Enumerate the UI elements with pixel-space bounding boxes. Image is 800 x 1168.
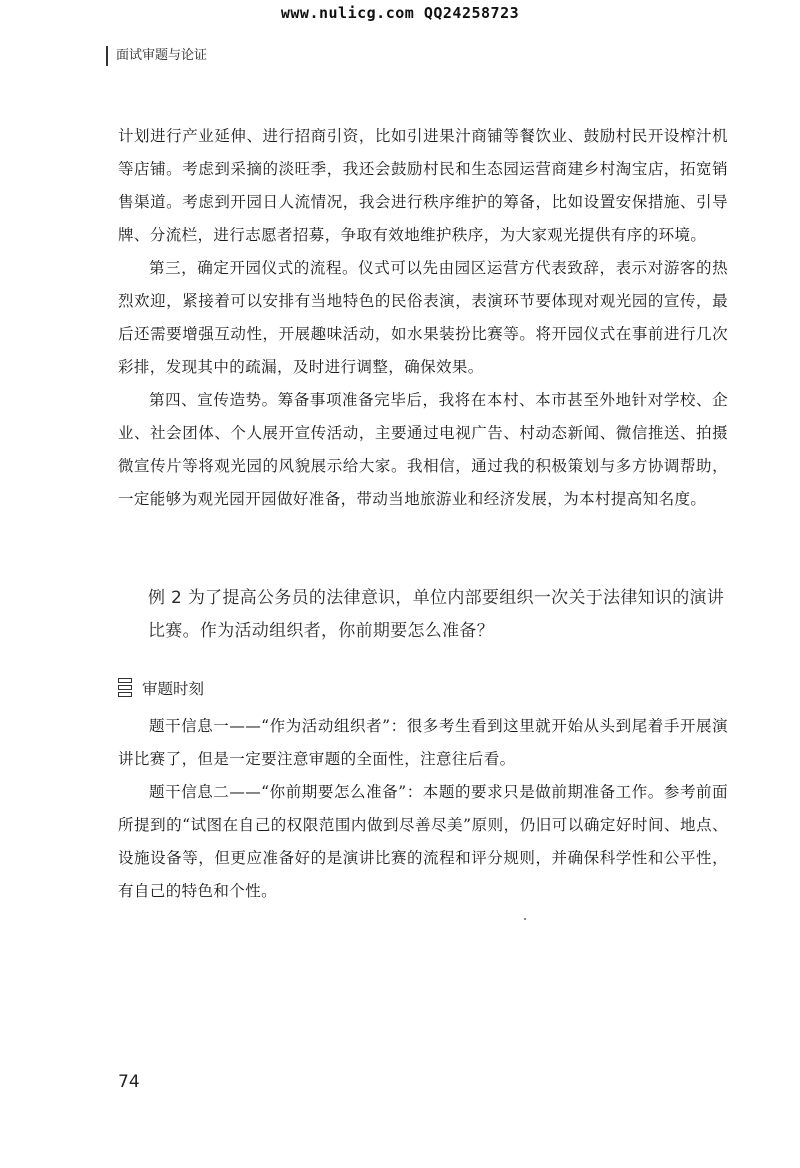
paragraph: 题干信息二——“你前期要怎么准备”：本题的要求只是做前期准备工作。参考前面所提到的“试图在自己的权限范围内做到尽善尽美”原则，仍旧可以确定好时间、地点、设施设备等，但更应准备好的是演讲比赛的流程和评分规则，并确保科学性和公平性，有自己的特色和个性。 <box>118 783 728 900</box>
page-number: 74 <box>118 1072 140 1092</box>
scan-speck <box>524 918 526 920</box>
body-text-block <box>118 120 728 516</box>
section-title: 审题时刻 <box>142 680 205 698</box>
paragraph: 题干信息一——“作为活动组织者”：很多考生看到这里就开始从头到尾着手开展演讲比赛了，但是一定要注意审题的全面性，注意往后看。 <box>118 717 728 768</box>
example-question: 例 2 为了提高公务员的法律意识，单位内部要组织一次关于法律知识的演讲比赛。作为活动组织者，你前期要怎么准备？ <box>148 588 725 641</box>
section-marker-icon <box>118 678 134 698</box>
watermark: www.nulicg.com QQ24258723 <box>280 4 520 22</box>
paragraph: 计划进行产业延伸、进行招商引资，比如引进果汁商铺等餐饮业、鼓励村民开设榨汁机等店铺。考虑到采摘的淡旺季，我还会鼓励村民和生态园运营商建乡村淘宝店，拓宽销售渠道。考虑到开园日人流情况，我会进行秩序维护的筹备，比如设置安保措施、引导牌、分流栏，进行志愿者招募，争取有效地维护秩序，为大家观光提供有序的环境。 <box>118 127 728 244</box>
analysis-text-block <box>118 710 728 908</box>
paragraph: 第四、宣传造势。筹备事项准备完毕后，我将在本村、本市甚至外地针对学校、企业、社会团体、个人展开宣传活动，主要通过电视广告、村动态新闻、微信推送、拍摄微宣传片等将观光园的风貌展示给大家。我相信，通过我的积极策划与多方协调帮助，一定能够为观光园开园做好准备，带动当地旅游业和经济发展，为本村提高知名度。 <box>118 391 728 508</box>
section-heading <box>118 676 204 700</box>
running-head: 面试审题与论证 <box>106 46 207 66</box>
paragraph: 第三，确定开园仪式的流程。仪式可以先由园区运营方代表致辞，表示对游客的热烈欢迎，紧接着可以安排有当地特色的民俗表演，表演环节要体现对观光园的宣传，最后还需要增强互动性，开展趣味活动，如水果装扮比赛等。将开园仪式在事前进行几次彩排，发现其中的疏漏，及时进行调整，确保效果。 <box>118 259 728 376</box>
